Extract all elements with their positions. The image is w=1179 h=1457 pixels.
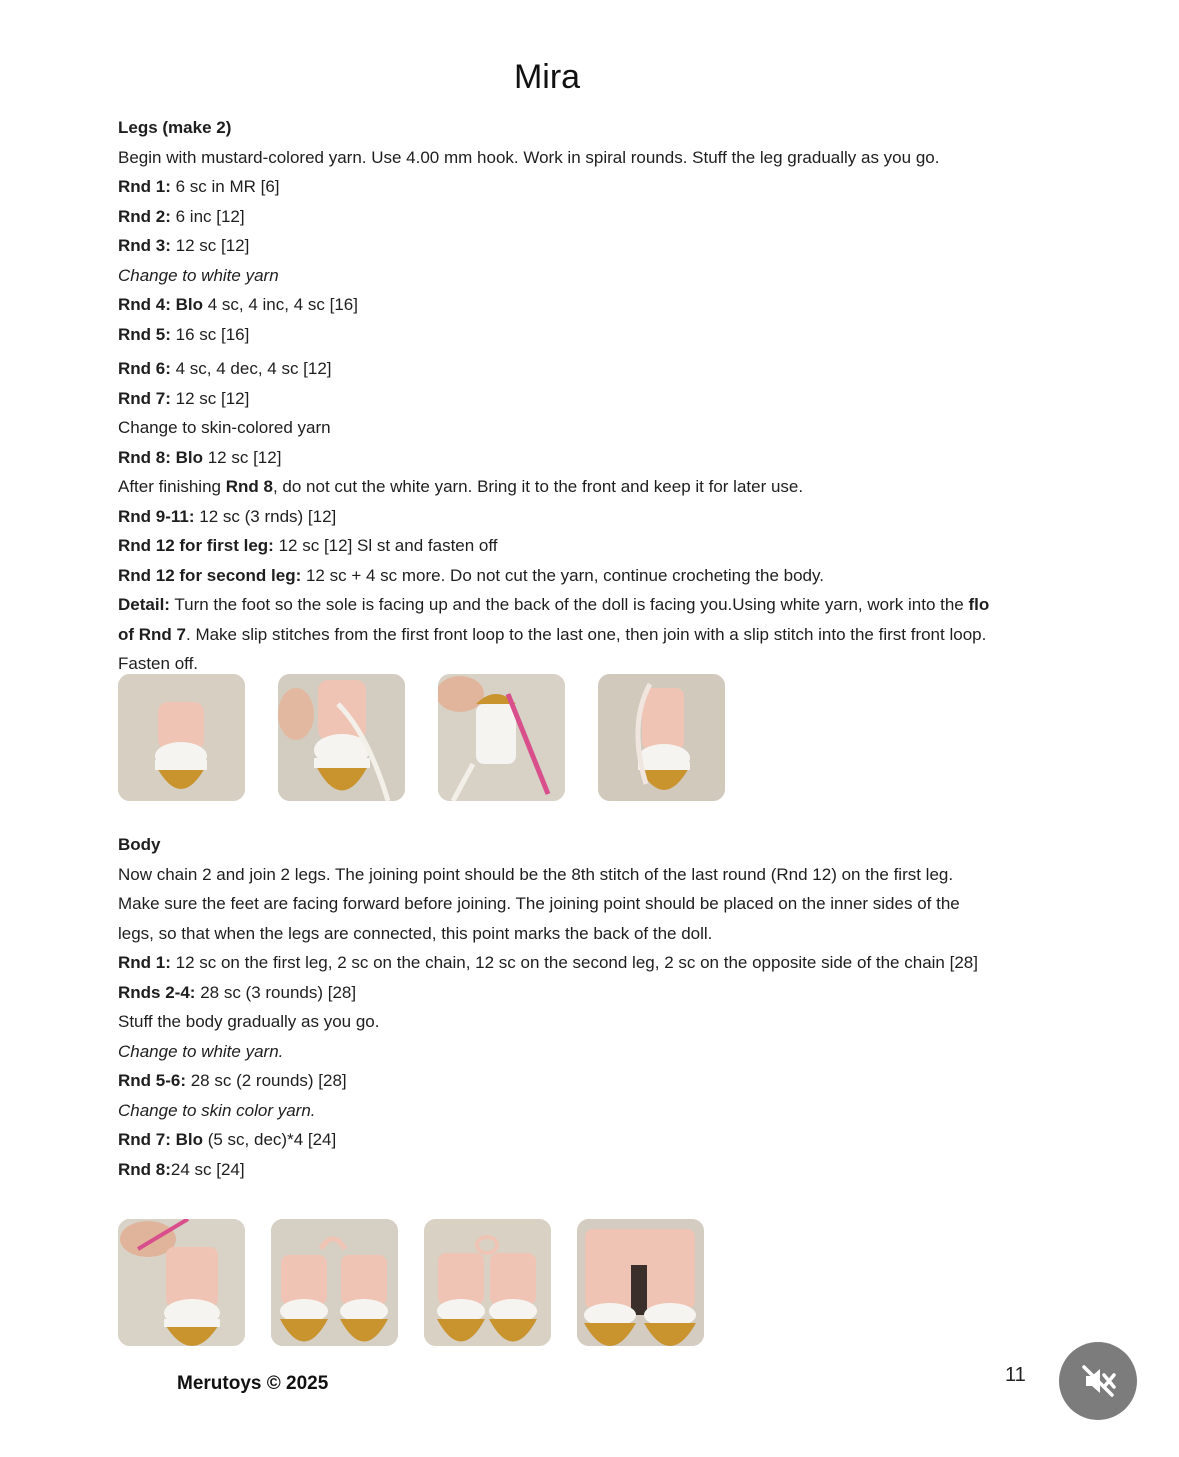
legs-rnd-1: Rnd 1: 6 sc in MR [6]	[118, 177, 280, 196]
pattern-text-body	[118, 830, 1078, 1184]
legs-rnd-12-first: Rnd 12 for first leg: 12 sc [12] Sl st and fasten off	[118, 536, 498, 555]
legs-rnd-7: Rnd 7: 12 sc [12]	[118, 388, 250, 408]
mute-button[interactable]	[1059, 1342, 1137, 1420]
legs-detail-line-3: Fasten off.	[118, 654, 199, 673]
leg-photo-1	[118, 674, 245, 801]
leg-photo-4	[598, 674, 725, 801]
legs-rnd-8: Rnd 8: Blo 12 sc [12]	[118, 447, 282, 467]
body-stuff-note: Stuff the body gradually as you go.	[118, 1012, 380, 1031]
legs-rnd-4: Rnd 4: Blo 4 sc, 4 inc, 4 sc [16]	[118, 295, 358, 314]
legs-rnd-6: Rnd 6: 4 sc, 4 dec, 4 sc [12]	[118, 359, 332, 378]
body-paragraph-line-2: Make sure the feet are facing forward before joining. The joining point should be placed on the inner sides of the	[118, 894, 960, 913]
body-rnd-5-6: Rnd 5-6: 28 sc (2 rounds) [28]	[118, 1071, 347, 1090]
body-rnd-1: Rnd 1: 12 sc on the first leg, 2 sc on the chain, 12 sc on the second leg, 2 sc on the opposite side of the chain [28]	[118, 953, 978, 972]
body-photo-4	[577, 1219, 704, 1346]
body-photo-3	[424, 1219, 551, 1346]
legs-rnd-12-second: Rnd 12 for second leg: 12 sc + 4 sc more. Do not cut the yarn, continue crocheting the body.	[118, 565, 824, 585]
body-photo-2	[271, 1219, 398, 1346]
body-photo-row	[118, 1219, 704, 1346]
footer-copyright: Merutoys © 2025	[177, 1373, 329, 1394]
body-change-skin: Change to skin color yarn.	[118, 1100, 316, 1120]
legs-after-rnd-8: After finishing Rnd 8, do not cut the white yarn. Bring it to the front and keep it for later use.	[118, 477, 804, 496]
section-heading-body: Body	[118, 835, 161, 854]
page-number: 11	[1005, 1364, 1026, 1386]
section-heading-legs: Legs (make 2)	[118, 118, 232, 137]
body-rnds-2-4: Rnds 2-4: 28 sc (3 rounds) [28]	[118, 982, 357, 1002]
body-rnd-8: Rnd 8:24 sc [24]	[118, 1159, 245, 1179]
legs-rnd-2: Rnd 2: 6 inc [12]	[118, 206, 245, 226]
legs-detail-line-1: Detail: Turn the foot so the sole is facing up and the back of the doll is facing you.Using white yarn, work into the flo	[118, 595, 990, 614]
pattern-text-legs	[118, 113, 1078, 679]
legs-rnd-9-11: Rnd 9-11: 12 sc (3 rnds) [12]	[118, 506, 337, 526]
legs-photo-row	[118, 674, 725, 801]
legs-rnd-3: Rnd 3: 12 sc [12]	[118, 236, 250, 255]
legs-change-skin: Change to skin-colored yarn	[118, 418, 331, 437]
body-paragraph-line-3: legs, so that when the legs are connected, this point marks the back of the doll.	[118, 923, 713, 943]
legs-detail-line-2: of Rnd 7. Make slip stitches from the first front loop to the last one, then join with a slip stitch into the first front loop.	[118, 624, 987, 644]
leg-photo-2	[278, 674, 405, 801]
legs-rnd-5: Rnd 5: 16 sc [16]	[118, 324, 250, 344]
body-paragraph-line-1: Now chain 2 and join 2 legs. The joining point should be the 8th stitch of the last round (Rnd 12) on the first leg.	[118, 864, 954, 884]
legs-change-white: Change to white yarn	[118, 265, 279, 285]
body-change-white: Change to white yarn.	[118, 1041, 284, 1061]
page-title: Mira	[513, 58, 581, 96]
body-photo-1	[118, 1219, 245, 1346]
leg-photo-3	[438, 674, 565, 801]
body-rnd-7: Rnd 7: Blo (5 sc, dec)*4 [24]	[118, 1130, 337, 1149]
speaker-muted-icon	[1078, 1361, 1118, 1401]
legs-intro: Begin with mustard-colored yarn. Use 4.00 mm hook. Work in spiral rounds. Stuff the leg gradually as you go.	[118, 147, 940, 167]
